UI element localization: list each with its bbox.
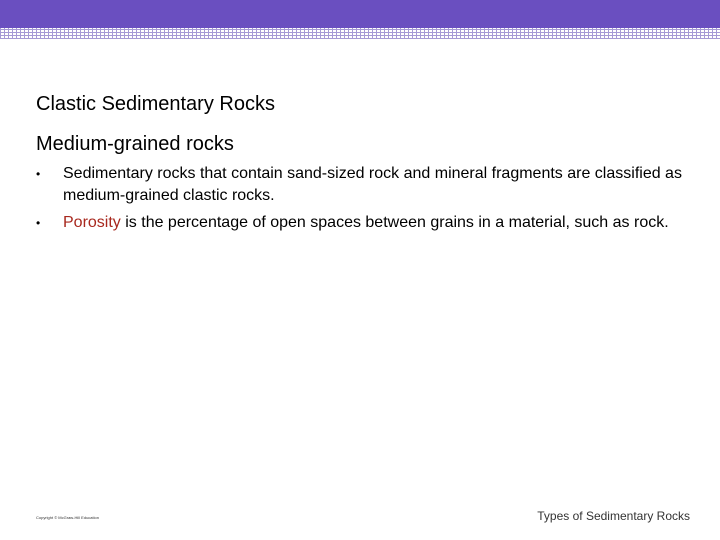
bullet-marker: • <box>36 167 41 181</box>
bullet-item <box>36 163 686 207</box>
copyright-notice: Copyright © McGraw-Hill Education <box>36 515 99 520</box>
bullet-text: is the percentage of open spaces between grains in a material, such as rock. <box>120 214 669 231</box>
top-banner <box>0 0 720 28</box>
bullet-item <box>36 212 686 234</box>
footer-section-title: Types of Sedimentary Rocks <box>537 509 690 523</box>
section-heading: Medium-grained rocks <box>36 133 234 155</box>
dotted-pattern-strip <box>0 28 720 39</box>
slide-title: Clastic Sedimentary Rocks <box>36 93 275 115</box>
key-term-porosity: Porosity <box>63 214 121 231</box>
bullet-text: Sedimentary rocks that contain sand-sized rock and mineral fragments are classified as medium-grained clastic rocks. <box>63 165 682 204</box>
bullet-marker: • <box>36 216 41 230</box>
bullet-list <box>36 163 686 239</box>
